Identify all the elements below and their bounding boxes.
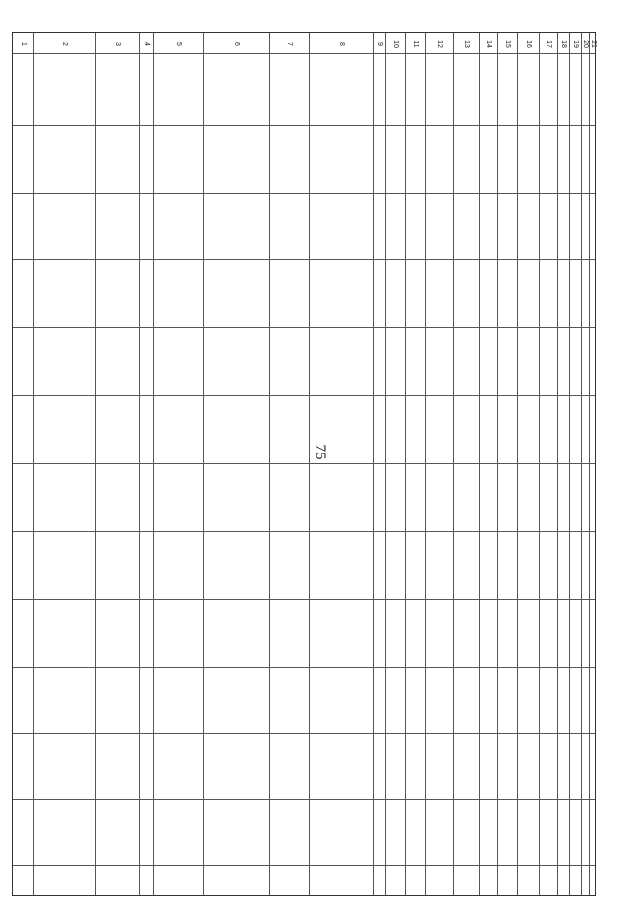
column-number: 2: [61, 42, 68, 46]
column-number: 6: [233, 42, 240, 46]
column-number: 9: [376, 42, 383, 46]
column-divider: [589, 33, 590, 895]
row-divider: [13, 259, 595, 260]
row-divider: [13, 865, 595, 866]
column-divider: [539, 33, 540, 895]
column-number: 21: [590, 40, 597, 48]
column-number: 4: [143, 42, 150, 46]
column-number: 18: [560, 40, 567, 48]
column-divider: [139, 33, 140, 895]
registry-table-grid: [12, 32, 596, 896]
column-number: 11: [412, 40, 419, 48]
column-number: 14: [485, 40, 492, 48]
page-number: 75: [312, 444, 328, 460]
column-divider: [497, 33, 498, 895]
column-divider: [153, 33, 154, 895]
column-divider: [203, 33, 204, 895]
column-divider: [557, 33, 558, 895]
column-divider: [33, 33, 34, 895]
row-divider: [13, 799, 595, 800]
column-number: 10: [392, 40, 399, 48]
column-divider: [425, 33, 426, 895]
row-divider: [13, 667, 595, 668]
column-number: 19: [572, 40, 579, 48]
column-number: 7: [286, 42, 293, 46]
row-divider: [13, 733, 595, 734]
column-divider: [309, 33, 310, 895]
column-divider: [453, 33, 454, 895]
column-number: 20: [582, 40, 589, 48]
column-number: 8: [338, 42, 345, 46]
row-divider: [13, 125, 595, 126]
column-divider: [517, 33, 518, 895]
row-divider: [13, 395, 595, 396]
row-divider: [13, 599, 595, 600]
column-divider: [479, 33, 480, 895]
column-divider: [373, 33, 374, 895]
row-divider: [13, 463, 595, 464]
column-number: 16: [525, 40, 532, 48]
column-number: 12: [436, 40, 443, 48]
row-divider: [13, 327, 595, 328]
column-divider: [569, 33, 570, 895]
column-number: 3: [114, 42, 121, 46]
column-number: 15: [504, 40, 511, 48]
column-divider: [269, 33, 270, 895]
row-divider: [13, 193, 595, 194]
column-number: 17: [545, 40, 552, 48]
row-divider: [13, 53, 595, 54]
column-number: 1: [20, 42, 27, 46]
row-divider: [13, 531, 595, 532]
column-divider: [405, 33, 406, 895]
column-divider: [385, 33, 386, 895]
column-number: 5: [175, 42, 182, 46]
column-number: 13: [463, 40, 470, 48]
column-divider: [95, 33, 96, 895]
column-divider: [581, 33, 582, 895]
